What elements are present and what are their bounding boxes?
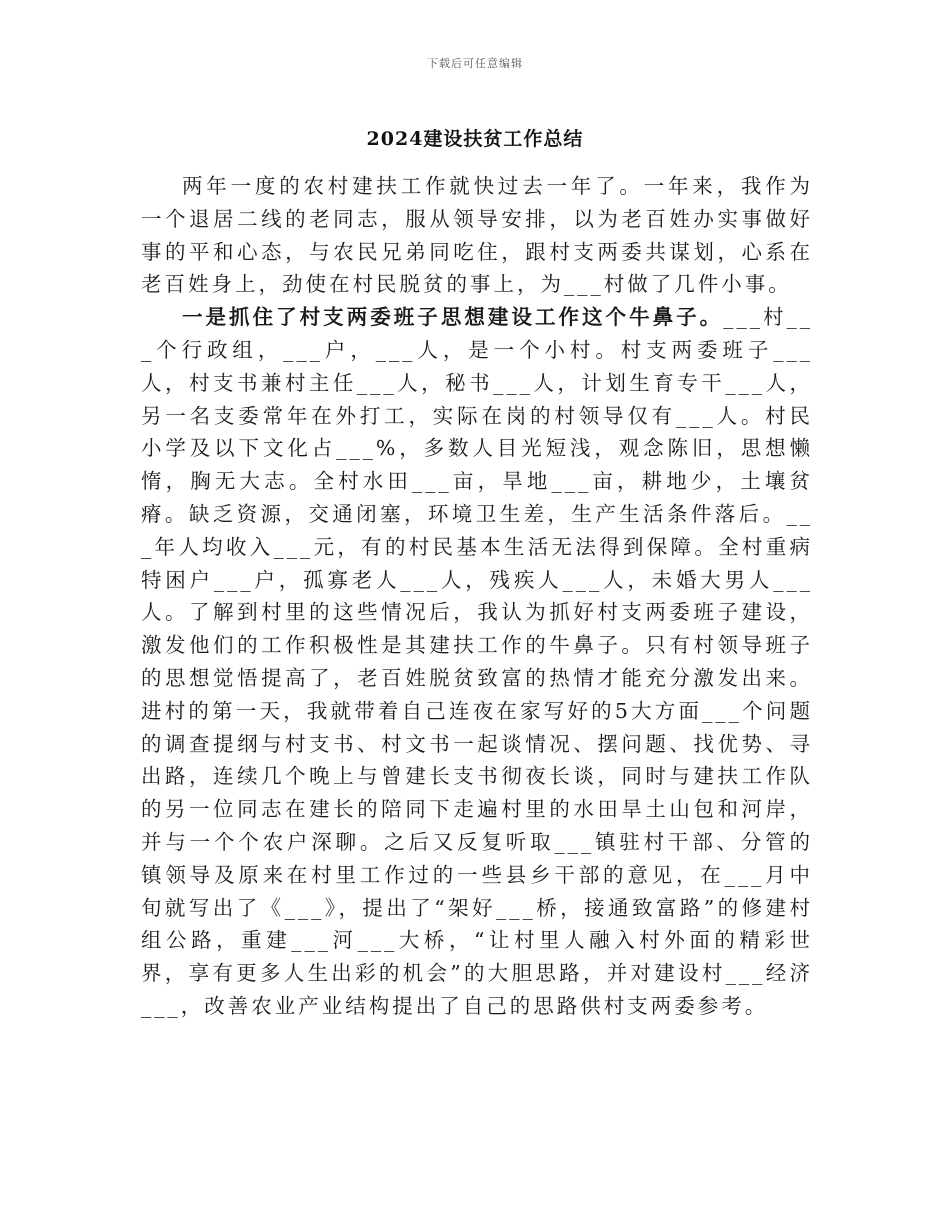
paragraph-2: [141, 301, 813, 1023]
paragraph-1: [141, 170, 813, 301]
header-note: 下载后可任意编辑: [427, 57, 523, 70]
paragraph-lead: 一是抓住了村支两委班子思想建设工作这个牛鼻子。: [182, 305, 724, 330]
document-title: 2024建设扶贫工作总结: [366, 128, 584, 150]
document-body: [141, 170, 813, 1023]
paragraph-text: ___村___个行政组，___户，___人，是一个小村。村支两委班子___人，村支书兼村主任___人，秘书___人，计划生育专干___人，另一名支委常年在外打工，实际在岗的村领导仅有___人。村民小学及以下文化占___%，多数人目光短浅，观念陈旧，思想懒惰，胸无大志。全村水田___亩，旱地___亩，耕地少，土壤贫瘠。缺乏资源，交通闭塞，环境卫生差，生产生活条件落后。___年人均收入___元，有的村民基本生活无法得到保障。全村重病特困户___户，孤寡老人___人，残疾人___人，未婚大男人___人。了解到村里的这些情况后，我认为抓好村支两委班子建设，激发他们的工作积极性是其建扶工作的牛鼻子。只有村领导班子的思想觉悟提高了，老百姓脱贫致富的热情才能充分激发出来。进村的第一天，我就带着自己连夜在家写好的5大方面___个问题的调查提纲与村支书、村文书一起谈情况、摆问题、找优势、寻出路，连续几个晚上与曾建长支书彻夜长谈，同时与建扶工作队的另一位同志在建长的陪同下走遍村里的水田旱土山包和河岸，并与一个个农户深聊。之后又反复听取___镇驻村干部、分管的镇领导及原来在村里工作过的一些县乡干部的意见，在___月中旬就写出了《___》，提出了“架好___桥，接通致富路”的修建村组公路，重建___河___大桥，“让村里人融入村外面的精彩世界，享有更多人生出彩的机会”的大胆思路，并对建设村___经济___，改善农业产业结构提出了自己的思路供村支两委参考。: [141, 305, 814, 1018]
paragraph-text: 两年一度的农村建扶工作就快过去一年了。一年来，我作为一个退居二线的老同志，服从领导安排，以为老百姓办实事做好事的平和心态，与农民兄弟同吃住，跟村支两委共谋划，心系在老百姓身上，劲使在村民脱贫的事上，为___村做了几件小事。: [141, 174, 813, 297]
